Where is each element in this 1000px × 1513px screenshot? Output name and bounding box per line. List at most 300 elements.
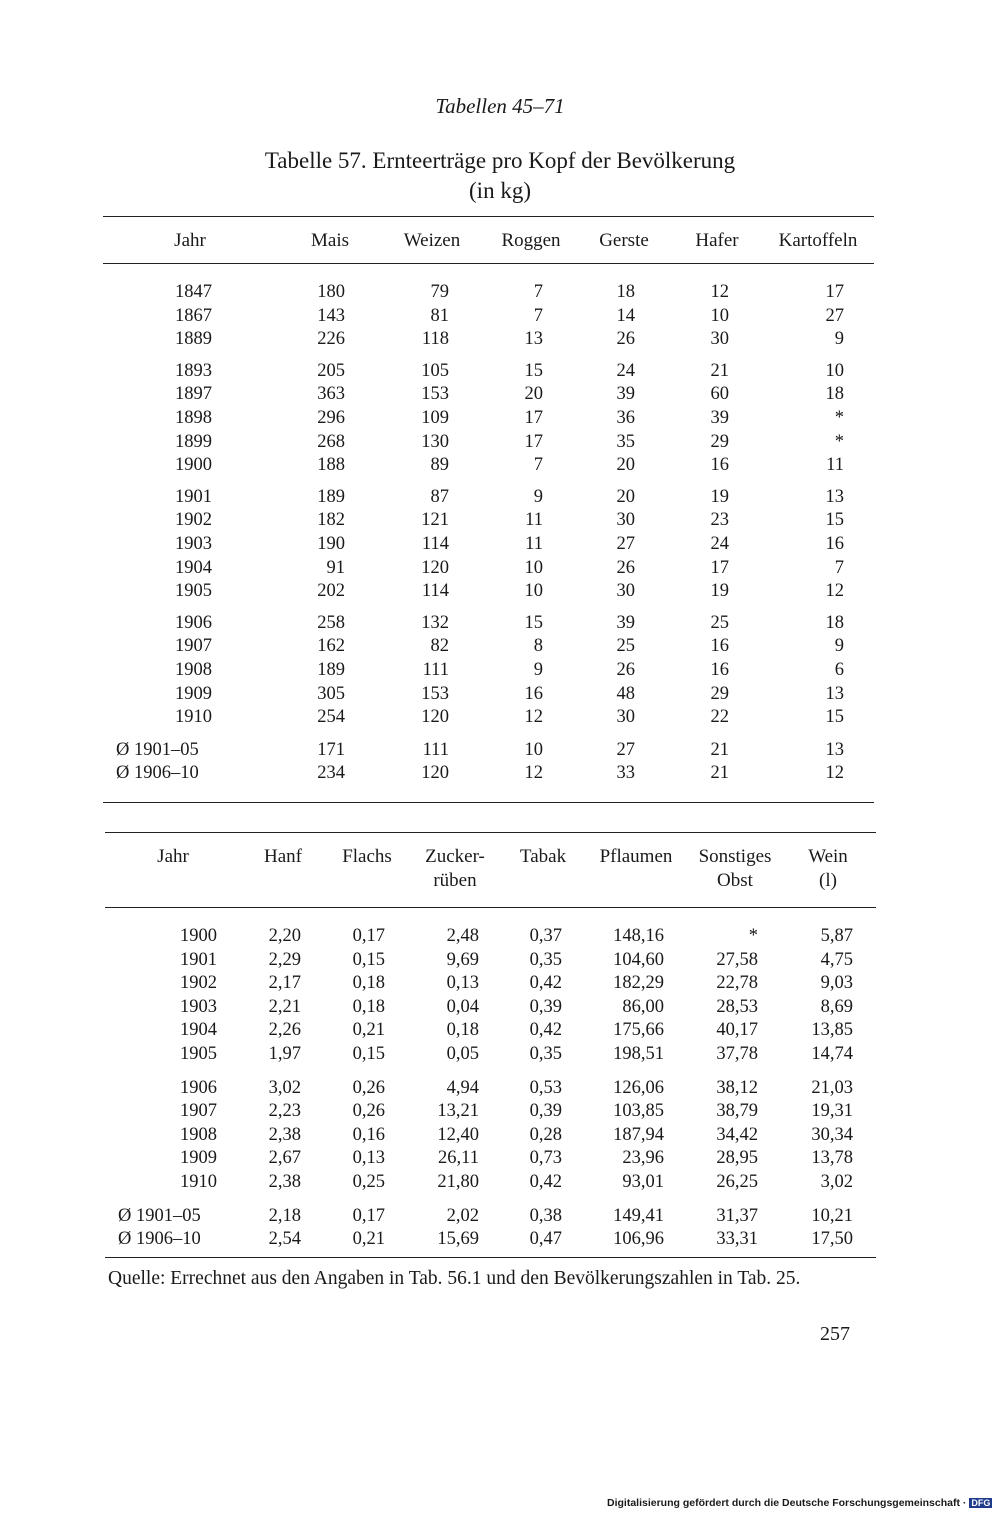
value-cell: 13 — [825, 683, 844, 704]
value-cell: 2,67 — [268, 1148, 301, 1169]
running-head: Tabellen 45–71 — [435, 94, 565, 118]
table-row — [0, 761, 1000, 785]
year-cell: 1904 — [180, 1020, 217, 1041]
value-cell: 27 — [825, 305, 844, 326]
value-cell: 0,15 — [352, 949, 385, 970]
header-bottom-rule — [103, 263, 874, 264]
year-cell: 1910 — [175, 707, 212, 728]
value-cell: 11 — [826, 455, 844, 476]
year-cell: 1903 — [175, 534, 212, 554]
table-row — [0, 1042, 1000, 1066]
table-row — [0, 1076, 1000, 1100]
value-cell: 31,37 — [716, 1205, 758, 1226]
table-row — [0, 359, 1000, 383]
value-cell: 21 — [710, 360, 729, 381]
value-cell: 182,29 — [613, 973, 664, 994]
dfg-logo: DFG — [971, 1498, 991, 1508]
value-cell: 188 — [317, 455, 345, 476]
column-header-line: Obst — [717, 870, 753, 891]
table-row — [0, 327, 1000, 351]
value-cell: 11 — [525, 534, 543, 554]
value-cell: 19,31 — [811, 1101, 853, 1122]
column-header: Hafer — [695, 230, 739, 251]
value-cell: 22,78 — [716, 973, 758, 994]
value-cell: 16 — [710, 660, 729, 680]
value-cell: 130 — [421, 431, 449, 452]
value-cell: 13,85 — [811, 1020, 853, 1041]
value-cell: 10 — [710, 305, 729, 326]
year-cell: 1908 — [180, 1124, 217, 1145]
column-header-line: Zucker- — [425, 846, 485, 867]
year-cell: 1900 — [180, 926, 217, 946]
value-cell: 0,42 — [529, 973, 562, 994]
value-cell: 23 — [710, 510, 729, 531]
value-cell: 12 — [524, 707, 543, 728]
column-header: Mais — [311, 230, 349, 251]
value-cell: 9 — [834, 329, 844, 350]
value-cell: 153 — [421, 683, 449, 704]
value-cell: 171 — [317, 739, 345, 760]
value-cell: 175,66 — [613, 1020, 664, 1041]
value-cell: 12 — [825, 581, 844, 602]
value-cell: 3,02 — [268, 1077, 301, 1098]
value-cell: 0,05 — [446, 1044, 479, 1064]
value-cell: 0,15 — [352, 1044, 385, 1064]
column-header — [113, 845, 233, 869]
value-cell: 182 — [317, 510, 345, 531]
value-cell: 24 — [710, 534, 729, 554]
column-header — [768, 845, 888, 893]
value-cell: 13,78 — [811, 1148, 853, 1169]
digitization-footer — [607, 1497, 992, 1509]
value-cell: 28,95 — [716, 1148, 758, 1169]
header-bottom-rule — [105, 907, 876, 908]
value-cell: 6 — [834, 660, 844, 680]
value-cell: 82 — [430, 636, 449, 657]
value-cell: 89 — [430, 455, 449, 476]
value-cell: 111 — [422, 739, 449, 760]
value-cell: 296 — [317, 408, 345, 428]
value-cell: 91 — [326, 557, 345, 578]
table-row — [0, 658, 1000, 682]
value-cell: 4,75 — [820, 949, 853, 970]
value-cell: 20 — [524, 384, 543, 405]
table-row — [0, 971, 1000, 995]
value-cell: 254 — [317, 707, 345, 728]
year-cell: 1889 — [175, 329, 212, 350]
value-cell: 23,96 — [622, 1148, 664, 1169]
column-header-line: rüben — [433, 870, 477, 891]
value-cell: 25 — [710, 612, 729, 633]
value-cell: 15 — [524, 612, 543, 633]
year-cell: Ø 1906–10 — [118, 1229, 201, 1250]
value-cell: 35 — [616, 431, 635, 452]
value-cell: 10 — [524, 739, 543, 760]
table-row — [0, 924, 1000, 948]
table-row — [0, 556, 1000, 580]
value-cell: 120 — [421, 557, 449, 578]
value-cell: 2,38 — [268, 1124, 301, 1145]
value-cell: 109 — [421, 408, 449, 428]
value-cell: 162 — [317, 636, 345, 657]
value-cell: 114 — [421, 581, 449, 602]
value-cell: 0,18 — [446, 1020, 479, 1041]
table-row — [0, 611, 1000, 635]
table-top-rule — [103, 216, 874, 217]
table-title-line-1: Tabelle 57. Ernteerträge pro Kopf der Bevölkerung — [264, 148, 736, 173]
value-cell: 18 — [825, 612, 844, 633]
year-cell: 1907 — [175, 636, 212, 657]
value-cell: 15 — [524, 360, 543, 381]
value-cell: 189 — [317, 486, 345, 507]
value-cell: 29 — [710, 431, 729, 452]
year-cell: 1897 — [175, 384, 212, 405]
value-cell: 8,69 — [820, 996, 853, 1017]
table-row — [0, 995, 1000, 1019]
value-cell: 0,17 — [352, 926, 385, 946]
value-cell: 13 — [825, 739, 844, 760]
value-cell: 30 — [616, 581, 635, 602]
year-cell: 1906 — [180, 1077, 217, 1098]
year-cell: 1910 — [180, 1172, 217, 1192]
value-cell: 2,29 — [268, 949, 301, 970]
table-row — [0, 382, 1000, 406]
value-cell: 132 — [421, 612, 449, 633]
value-cell: 37,78 — [716, 1044, 758, 1064]
value-cell: 2,23 — [268, 1101, 301, 1122]
value-cell: 86,00 — [622, 996, 664, 1017]
value-cell: 121 — [421, 510, 449, 531]
value-cell: 2,48 — [446, 926, 479, 946]
value-cell: 9 — [533, 486, 543, 507]
value-cell: 21,03 — [811, 1077, 853, 1098]
value-cell: 0,13 — [352, 1148, 385, 1169]
column-header-line: Hanf — [264, 846, 302, 867]
value-cell: 9 — [533, 660, 543, 680]
value-cell: 0,25 — [352, 1172, 385, 1192]
column-header-line: Jahr — [157, 846, 189, 867]
value-cell: 0,53 — [529, 1077, 562, 1098]
value-cell: 0,13 — [446, 973, 479, 994]
value-cell: 0,35 — [529, 949, 562, 970]
value-cell: 9,69 — [446, 949, 479, 970]
value-cell: 7 — [533, 455, 543, 476]
value-cell: 13,21 — [437, 1101, 479, 1122]
year-cell: 1905 — [180, 1044, 217, 1064]
year-cell: 1904 — [175, 557, 212, 578]
value-cell: 0,47 — [529, 1229, 562, 1250]
value-cell: 198,51 — [613, 1044, 664, 1064]
value-cell: 22 — [710, 707, 729, 728]
value-cell: 17,50 — [811, 1229, 853, 1250]
value-cell: 20 — [616, 486, 635, 507]
value-cell: 104,60 — [613, 949, 664, 970]
value-cell: 0,26 — [352, 1077, 385, 1098]
value-cell: 305 — [317, 683, 345, 704]
value-cell: 2,02 — [446, 1205, 479, 1226]
value-cell: 12 — [524, 763, 543, 784]
value-cell: 24 — [616, 360, 635, 381]
value-cell: 2,18 — [268, 1205, 301, 1226]
value-cell: 12 — [710, 282, 729, 302]
table-row — [0, 682, 1000, 706]
value-cell: 39 — [710, 408, 729, 428]
value-cell: 26,11 — [438, 1148, 479, 1169]
value-cell: 5,87 — [820, 926, 853, 946]
year-cell: 1901 — [175, 486, 212, 507]
value-cell: 17 — [825, 282, 844, 302]
value-cell: 33,31 — [716, 1229, 758, 1250]
year-cell: 1901 — [180, 949, 217, 970]
table-row — [0, 738, 1000, 762]
value-cell: 17 — [524, 431, 543, 452]
value-cell: 10 — [524, 581, 543, 602]
table-row — [0, 508, 1000, 532]
value-cell: 34,42 — [716, 1124, 758, 1145]
year-cell: 1893 — [175, 360, 212, 381]
value-cell: 26 — [616, 329, 635, 350]
value-cell: 190 — [317, 534, 345, 554]
value-cell: 2,26 — [268, 1020, 301, 1041]
value-cell: 10,21 — [811, 1205, 853, 1226]
value-cell: 226 — [317, 329, 345, 350]
year-cell: 1847 — [175, 282, 212, 302]
value-cell: 189 — [317, 660, 345, 680]
value-cell: 15 — [825, 510, 844, 531]
value-cell: 148,16 — [613, 926, 664, 946]
year-cell: Ø 1906–10 — [116, 763, 199, 784]
value-cell: 28,53 — [716, 996, 758, 1017]
value-cell: 19 — [710, 581, 729, 602]
value-cell: 9,03 — [820, 973, 853, 994]
source-note: Quelle: Errechnet aus den Angaben in Tab. 56.1 und den Bevölkerungszahlen in Tab. 25. — [108, 1268, 801, 1289]
value-cell: 20 — [616, 455, 635, 476]
value-cell: 7 — [834, 557, 844, 578]
value-cell: 0,17 — [352, 1205, 385, 1226]
value-cell: 0,28 — [529, 1124, 562, 1145]
value-cell: 363 — [317, 384, 345, 405]
page-number: 257 — [820, 1323, 850, 1345]
value-cell: 12,40 — [437, 1124, 479, 1145]
value-cell: 13 — [825, 486, 844, 507]
year-cell: Ø 1901–05 — [116, 739, 199, 760]
value-cell: 16 — [710, 455, 729, 476]
value-cell: 3,02 — [820, 1172, 853, 1192]
value-cell: 30 — [616, 510, 635, 531]
value-cell: 120 — [421, 763, 449, 784]
value-cell: 30,34 — [811, 1124, 853, 1145]
value-cell: 202 — [317, 581, 345, 602]
value-cell: 8 — [533, 636, 543, 657]
table-row — [0, 1018, 1000, 1042]
column-header: Gerste — [599, 230, 649, 251]
value-cell: 21,80 — [437, 1172, 479, 1192]
value-cell: 0,18 — [352, 996, 385, 1017]
value-cell: 17 — [710, 557, 729, 578]
value-cell: 25 — [616, 636, 635, 657]
table-row — [0, 1099, 1000, 1123]
column-header-line: Wein — [808, 846, 848, 867]
value-cell: 38,79 — [716, 1101, 758, 1122]
column-header: Jahr — [174, 230, 206, 251]
column-header-line: (l) — [819, 870, 837, 891]
value-cell: 11 — [525, 510, 543, 531]
value-cell: 16 — [825, 534, 844, 554]
table-row — [0, 406, 1000, 430]
year-cell: 1908 — [175, 660, 212, 680]
year-cell: 1909 — [175, 683, 212, 704]
value-cell: 2,21 — [268, 996, 301, 1017]
value-cell: 111 — [422, 660, 449, 680]
value-cell: 12 — [825, 763, 844, 784]
year-cell: 1902 — [180, 973, 217, 994]
table-row — [0, 532, 1000, 556]
value-cell: 30 — [710, 329, 729, 350]
value-cell: 26 — [616, 660, 635, 680]
value-cell: 106,96 — [613, 1229, 664, 1250]
value-cell: 0,37 — [529, 926, 562, 946]
value-cell: 87 — [430, 486, 449, 507]
value-cell: 4,94 — [446, 1077, 479, 1098]
value-cell: * — [834, 408, 844, 428]
value-cell: 27,58 — [716, 949, 758, 970]
column-header-line: Sonstiges — [698, 846, 772, 867]
column-header-line: Flachs — [342, 846, 392, 867]
year-cell: 1905 — [175, 581, 212, 602]
table-row — [0, 1146, 1000, 1170]
value-cell: 18 — [825, 384, 844, 405]
column-header-line: Tabak — [519, 846, 567, 867]
value-cell: 81 — [430, 305, 449, 326]
value-cell: 103,85 — [613, 1101, 664, 1122]
value-cell: 38,12 — [716, 1077, 758, 1098]
value-cell: 0,16 — [352, 1124, 385, 1145]
value-cell: 114 — [421, 534, 449, 554]
year-cell: 1906 — [175, 612, 212, 633]
value-cell: 0,42 — [529, 1172, 562, 1192]
value-cell: 9 — [834, 636, 844, 657]
table-row — [0, 485, 1000, 509]
value-cell: 0,39 — [529, 996, 562, 1017]
value-cell: 26 — [616, 557, 635, 578]
column-header: Roggen — [501, 230, 561, 251]
value-cell: 153 — [421, 384, 449, 405]
year-cell: Ø 1901–05 — [118, 1205, 201, 1226]
value-cell: 15 — [825, 707, 844, 728]
table-bottom-rule — [103, 802, 874, 803]
value-cell: 0,42 — [529, 1020, 562, 1041]
value-cell: 0,21 — [352, 1229, 385, 1250]
value-cell: 16 — [524, 683, 543, 704]
table-row — [0, 634, 1000, 658]
value-cell: 17 — [524, 408, 543, 428]
value-cell: 0,38 — [529, 1205, 562, 1226]
value-cell: 126,06 — [613, 1077, 664, 1098]
column-header-line: Pflaumen — [599, 846, 673, 867]
year-cell: 1899 — [175, 431, 212, 452]
value-cell: 18 — [616, 282, 635, 302]
table-row — [0, 1123, 1000, 1147]
value-cell: 2,38 — [268, 1172, 301, 1192]
year-cell: 1902 — [175, 510, 212, 531]
year-cell: 1900 — [175, 455, 212, 476]
table-row — [0, 1170, 1000, 1194]
value-cell: 33 — [616, 763, 635, 784]
value-cell: 258 — [317, 612, 345, 633]
table-row — [0, 280, 1000, 304]
value-cell: 205 — [317, 360, 345, 381]
table-title — [0, 146, 1000, 206]
value-cell: 187,94 — [613, 1124, 664, 1145]
table-row — [0, 453, 1000, 477]
year-cell: 1903 — [180, 996, 217, 1017]
value-cell: 2,20 — [268, 926, 301, 946]
value-cell: 180 — [317, 282, 345, 302]
value-cell: 27 — [616, 739, 635, 760]
value-cell: 39 — [616, 612, 635, 633]
value-cell: 40,17 — [716, 1020, 758, 1041]
value-cell: 1,97 — [268, 1044, 301, 1064]
value-cell: 0,39 — [529, 1101, 562, 1122]
column-header: Kartoffeln — [778, 230, 858, 251]
value-cell: 0,26 — [352, 1101, 385, 1122]
value-cell: * — [834, 431, 844, 452]
value-cell: 39 — [616, 384, 635, 405]
value-cell: 268 — [317, 431, 345, 452]
value-cell: 2,17 — [268, 973, 301, 994]
value-cell: 0,18 — [352, 973, 385, 994]
value-cell: 10 — [524, 557, 543, 578]
footer-text: Digitalisierung gefördert durch die Deutsche Forschungsgemeinschaft · — [607, 1497, 967, 1509]
year-cell: 1909 — [180, 1148, 217, 1169]
value-cell: 0,04 — [446, 996, 479, 1017]
value-cell: 21 — [710, 739, 729, 760]
value-cell: 36 — [616, 408, 635, 428]
value-cell: 60 — [710, 384, 729, 405]
value-cell: 19 — [710, 486, 729, 507]
value-cell: 234 — [317, 763, 345, 784]
year-cell: 1898 — [175, 408, 212, 428]
value-cell: 0,73 — [529, 1148, 562, 1169]
value-cell: 14,74 — [811, 1044, 853, 1064]
table-title-unit: (in kg) — [469, 178, 531, 203]
table-row — [0, 705, 1000, 729]
table-bottom-rule — [105, 1257, 876, 1258]
value-cell: 93,01 — [622, 1172, 664, 1192]
value-cell: 105 — [421, 360, 449, 381]
value-cell: 14 — [616, 305, 635, 326]
value-cell: 15,69 — [437, 1229, 479, 1250]
value-cell: 118 — [421, 329, 449, 350]
value-cell: 16 — [710, 636, 729, 657]
value-cell: 30 — [616, 707, 635, 728]
year-cell: 1867 — [175, 305, 212, 326]
value-cell: 21 — [710, 763, 729, 784]
value-cell: 26,25 — [716, 1172, 758, 1192]
value-cell: 48 — [616, 683, 635, 704]
value-cell: 0,21 — [352, 1020, 385, 1041]
year-cell: 1907 — [180, 1101, 217, 1122]
value-cell: * — [748, 926, 758, 946]
value-cell: 27 — [616, 534, 635, 554]
table-row — [0, 948, 1000, 972]
table-row — [0, 579, 1000, 603]
value-cell: 7 — [533, 305, 543, 326]
value-cell: 120 — [421, 707, 449, 728]
table-row — [0, 1227, 1000, 1251]
table-row — [0, 304, 1000, 328]
value-cell: 0,35 — [529, 1044, 562, 1064]
